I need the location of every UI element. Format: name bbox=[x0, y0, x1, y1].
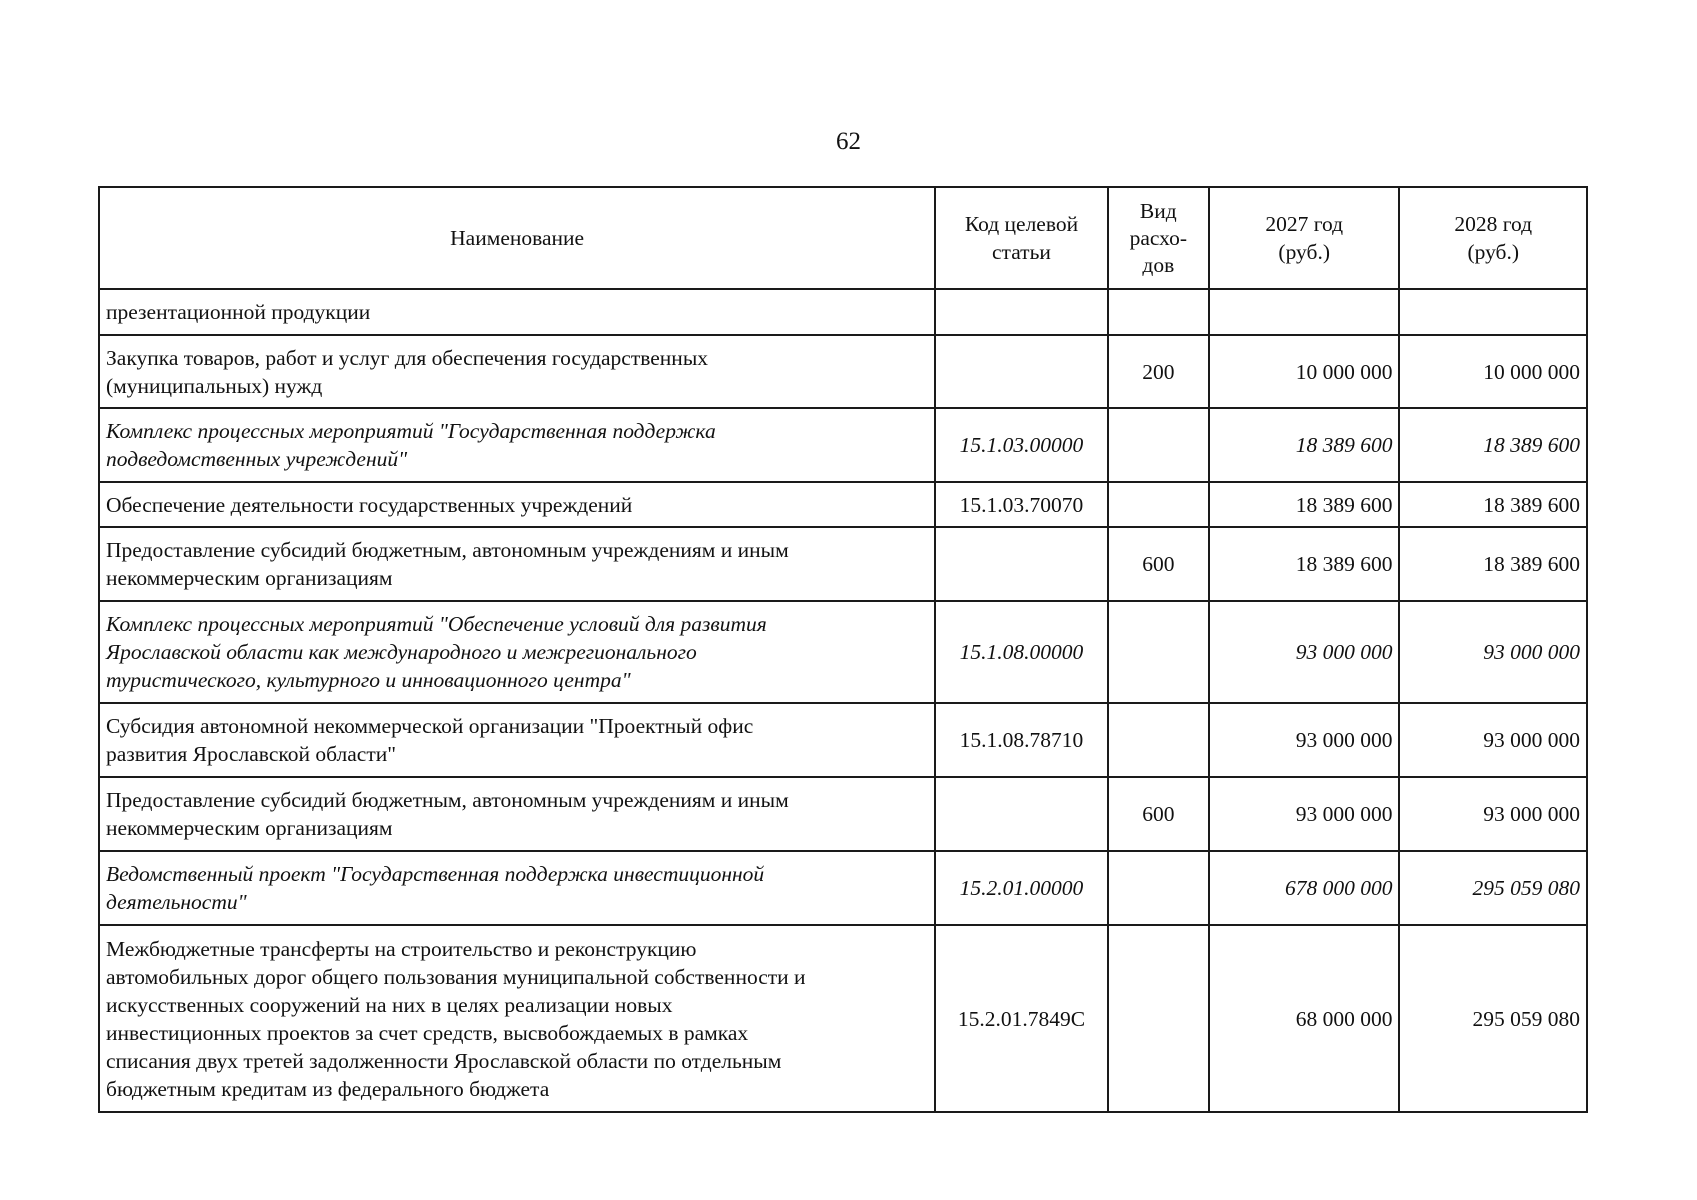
row-kind bbox=[1108, 601, 1209, 703]
row-amount-2027: 93 000 000 bbox=[1209, 777, 1400, 851]
row-name-line: Обеспечение деятельности государственных учреждений bbox=[106, 492, 633, 517]
header-kind bbox=[1108, 187, 1209, 289]
row-amount-2028: 295 059 080 bbox=[1399, 925, 1587, 1112]
row-name-line: бюджетным кредитам из федерального бюджета bbox=[106, 1076, 550, 1101]
header-2027-line: 2027 год bbox=[1265, 212, 1344, 236]
row-kind bbox=[1108, 482, 1209, 527]
row-name-line: туристического, культурного и инновационного центра" bbox=[106, 668, 631, 692]
row-amount-2028: 93 000 000 bbox=[1399, 601, 1587, 703]
row-name-line: Комплекс процессных мероприятий "Обеспечение условий для развития bbox=[106, 612, 767, 636]
row-kind bbox=[1108, 289, 1209, 335]
row-code: 15.2.01.00000 bbox=[935, 851, 1107, 925]
table-row bbox=[99, 925, 1587, 1112]
row-name bbox=[99, 703, 935, 777]
row-name-line: Предоставление субсидий бюджетным, автономным учреждениям и иным bbox=[106, 788, 789, 812]
row-code: 15.1.03.00000 bbox=[935, 408, 1107, 482]
row-kind bbox=[1108, 925, 1209, 1112]
row-code bbox=[935, 777, 1107, 851]
row-name-line: деятельности" bbox=[106, 890, 247, 914]
row-amount-2027: 678 000 000 bbox=[1209, 851, 1400, 925]
row-name-line: искусственных сооружений на них в целях реализации новых bbox=[106, 992, 673, 1017]
header-kind-line: дов bbox=[1142, 252, 1175, 277]
table-row bbox=[99, 601, 1587, 703]
table-row bbox=[99, 703, 1587, 777]
row-name-line: Ведомственный проект "Государственная поддержка инвестиционной bbox=[106, 862, 765, 886]
table-row bbox=[99, 777, 1587, 851]
header-name bbox=[99, 187, 935, 289]
table-row bbox=[99, 851, 1587, 925]
row-name-line: Субсидия автономной некоммерческой организации "Проектный офис bbox=[106, 714, 754, 738]
row-name bbox=[99, 335, 935, 408]
row-code: 15.1.03.70070 bbox=[935, 482, 1107, 527]
row-code bbox=[935, 335, 1107, 408]
row-name bbox=[99, 289, 935, 335]
row-kind: 200 bbox=[1108, 335, 1209, 408]
row-amount-2027: 68 000 000 bbox=[1209, 925, 1400, 1112]
row-name bbox=[99, 777, 935, 851]
header-2028 bbox=[1399, 187, 1587, 289]
row-name-line: списания двух третей задолженности Ярославской области по отдельным bbox=[106, 1048, 782, 1073]
row-amount-2027: 93 000 000 bbox=[1209, 601, 1400, 703]
row-code: 15.1.08.78710 bbox=[935, 703, 1107, 777]
row-name bbox=[99, 527, 935, 601]
row-name-line: автомобильных дорог общего пользования муниципальной собственности и bbox=[106, 964, 806, 989]
row-name-line: инвестиционных проектов за счет средств, высвобождаемых в рамках bbox=[106, 1020, 749, 1045]
row-name-line: Комплекс процессных мероприятий "Государственная поддержка bbox=[106, 419, 716, 443]
row-name bbox=[99, 925, 935, 1112]
row-name bbox=[99, 851, 935, 925]
header-2027-line: (руб.) bbox=[1278, 240, 1330, 264]
row-amount-2027 bbox=[1209, 289, 1400, 335]
header-code-line: статьи bbox=[992, 240, 1051, 264]
row-name-line: подведомственных учреждений" bbox=[106, 447, 408, 471]
row-amount-2027: 93 000 000 bbox=[1209, 703, 1400, 777]
row-amount-2028 bbox=[1399, 289, 1587, 335]
row-name-line: Ярославской области как международного и межрегионального bbox=[106, 640, 697, 664]
row-amount-2028: 18 389 600 bbox=[1399, 482, 1587, 527]
row-code: 15.2.01.7849С bbox=[935, 925, 1107, 1112]
row-amount-2028: 10 000 000 bbox=[1399, 335, 1587, 408]
row-amount-2027: 18 389 600 bbox=[1209, 482, 1400, 527]
header-2028-line: 2028 год bbox=[1454, 212, 1533, 236]
row-name-line: развития Ярославской области" bbox=[106, 742, 396, 766]
row-kind: 600 bbox=[1108, 527, 1209, 601]
row-amount-2028: 18 389 600 bbox=[1399, 527, 1587, 601]
table-row bbox=[99, 335, 1587, 408]
header-2028-line: (руб.) bbox=[1467, 240, 1520, 264]
row-kind bbox=[1108, 408, 1209, 482]
header-2027 bbox=[1209, 187, 1400, 289]
row-kind bbox=[1108, 703, 1209, 777]
row-amount-2027: 18 389 600 bbox=[1209, 527, 1400, 601]
table-header-row bbox=[99, 187, 1587, 289]
row-name-line: Межбюджетные трансферты на строительство и реконструкцию bbox=[106, 936, 697, 961]
header-code-line: Код целевой bbox=[964, 212, 1079, 236]
row-amount-2028: 295 059 080 bbox=[1399, 851, 1587, 925]
row-code bbox=[935, 289, 1107, 335]
row-name bbox=[99, 601, 935, 703]
row-kind bbox=[1108, 851, 1209, 925]
table-row bbox=[99, 408, 1587, 482]
header-name-label: Наименование bbox=[450, 226, 585, 250]
row-amount-2027: 18 389 600 bbox=[1209, 408, 1400, 482]
row-name-line: некоммерческим организациям bbox=[106, 566, 393, 590]
row-name-line: презентационной продукции bbox=[106, 300, 371, 324]
row-name-line: (муниципальных) нужд bbox=[106, 373, 323, 398]
row-code: 15.1.08.00000 bbox=[935, 601, 1107, 703]
row-kind: 600 bbox=[1108, 777, 1209, 851]
row-amount-2027: 10 000 000 bbox=[1209, 335, 1400, 408]
page-number: 62 bbox=[836, 128, 861, 155]
row-code bbox=[935, 527, 1107, 601]
row-name-line: некоммерческим организациям bbox=[106, 816, 393, 840]
table-row bbox=[99, 289, 1587, 335]
row-amount-2028: 93 000 000 bbox=[1399, 777, 1587, 851]
table-row bbox=[99, 482, 1587, 527]
table-row bbox=[99, 527, 1587, 601]
row-name bbox=[99, 482, 935, 527]
row-name bbox=[99, 408, 935, 482]
budget-table bbox=[98, 186, 1588, 1113]
header-code bbox=[935, 187, 1107, 289]
row-amount-2028: 93 000 000 bbox=[1399, 703, 1587, 777]
header-kind-line: Вид bbox=[1139, 198, 1177, 223]
header-kind-line: расхо- bbox=[1129, 225, 1188, 250]
row-name-line: Предоставление субсидий бюджетным, автономным учреждениям и иным bbox=[106, 538, 789, 562]
row-name-line: Закупка товаров, работ и услуг для обеспечения государственных bbox=[106, 345, 709, 370]
row-amount-2028: 18 389 600 bbox=[1399, 408, 1587, 482]
